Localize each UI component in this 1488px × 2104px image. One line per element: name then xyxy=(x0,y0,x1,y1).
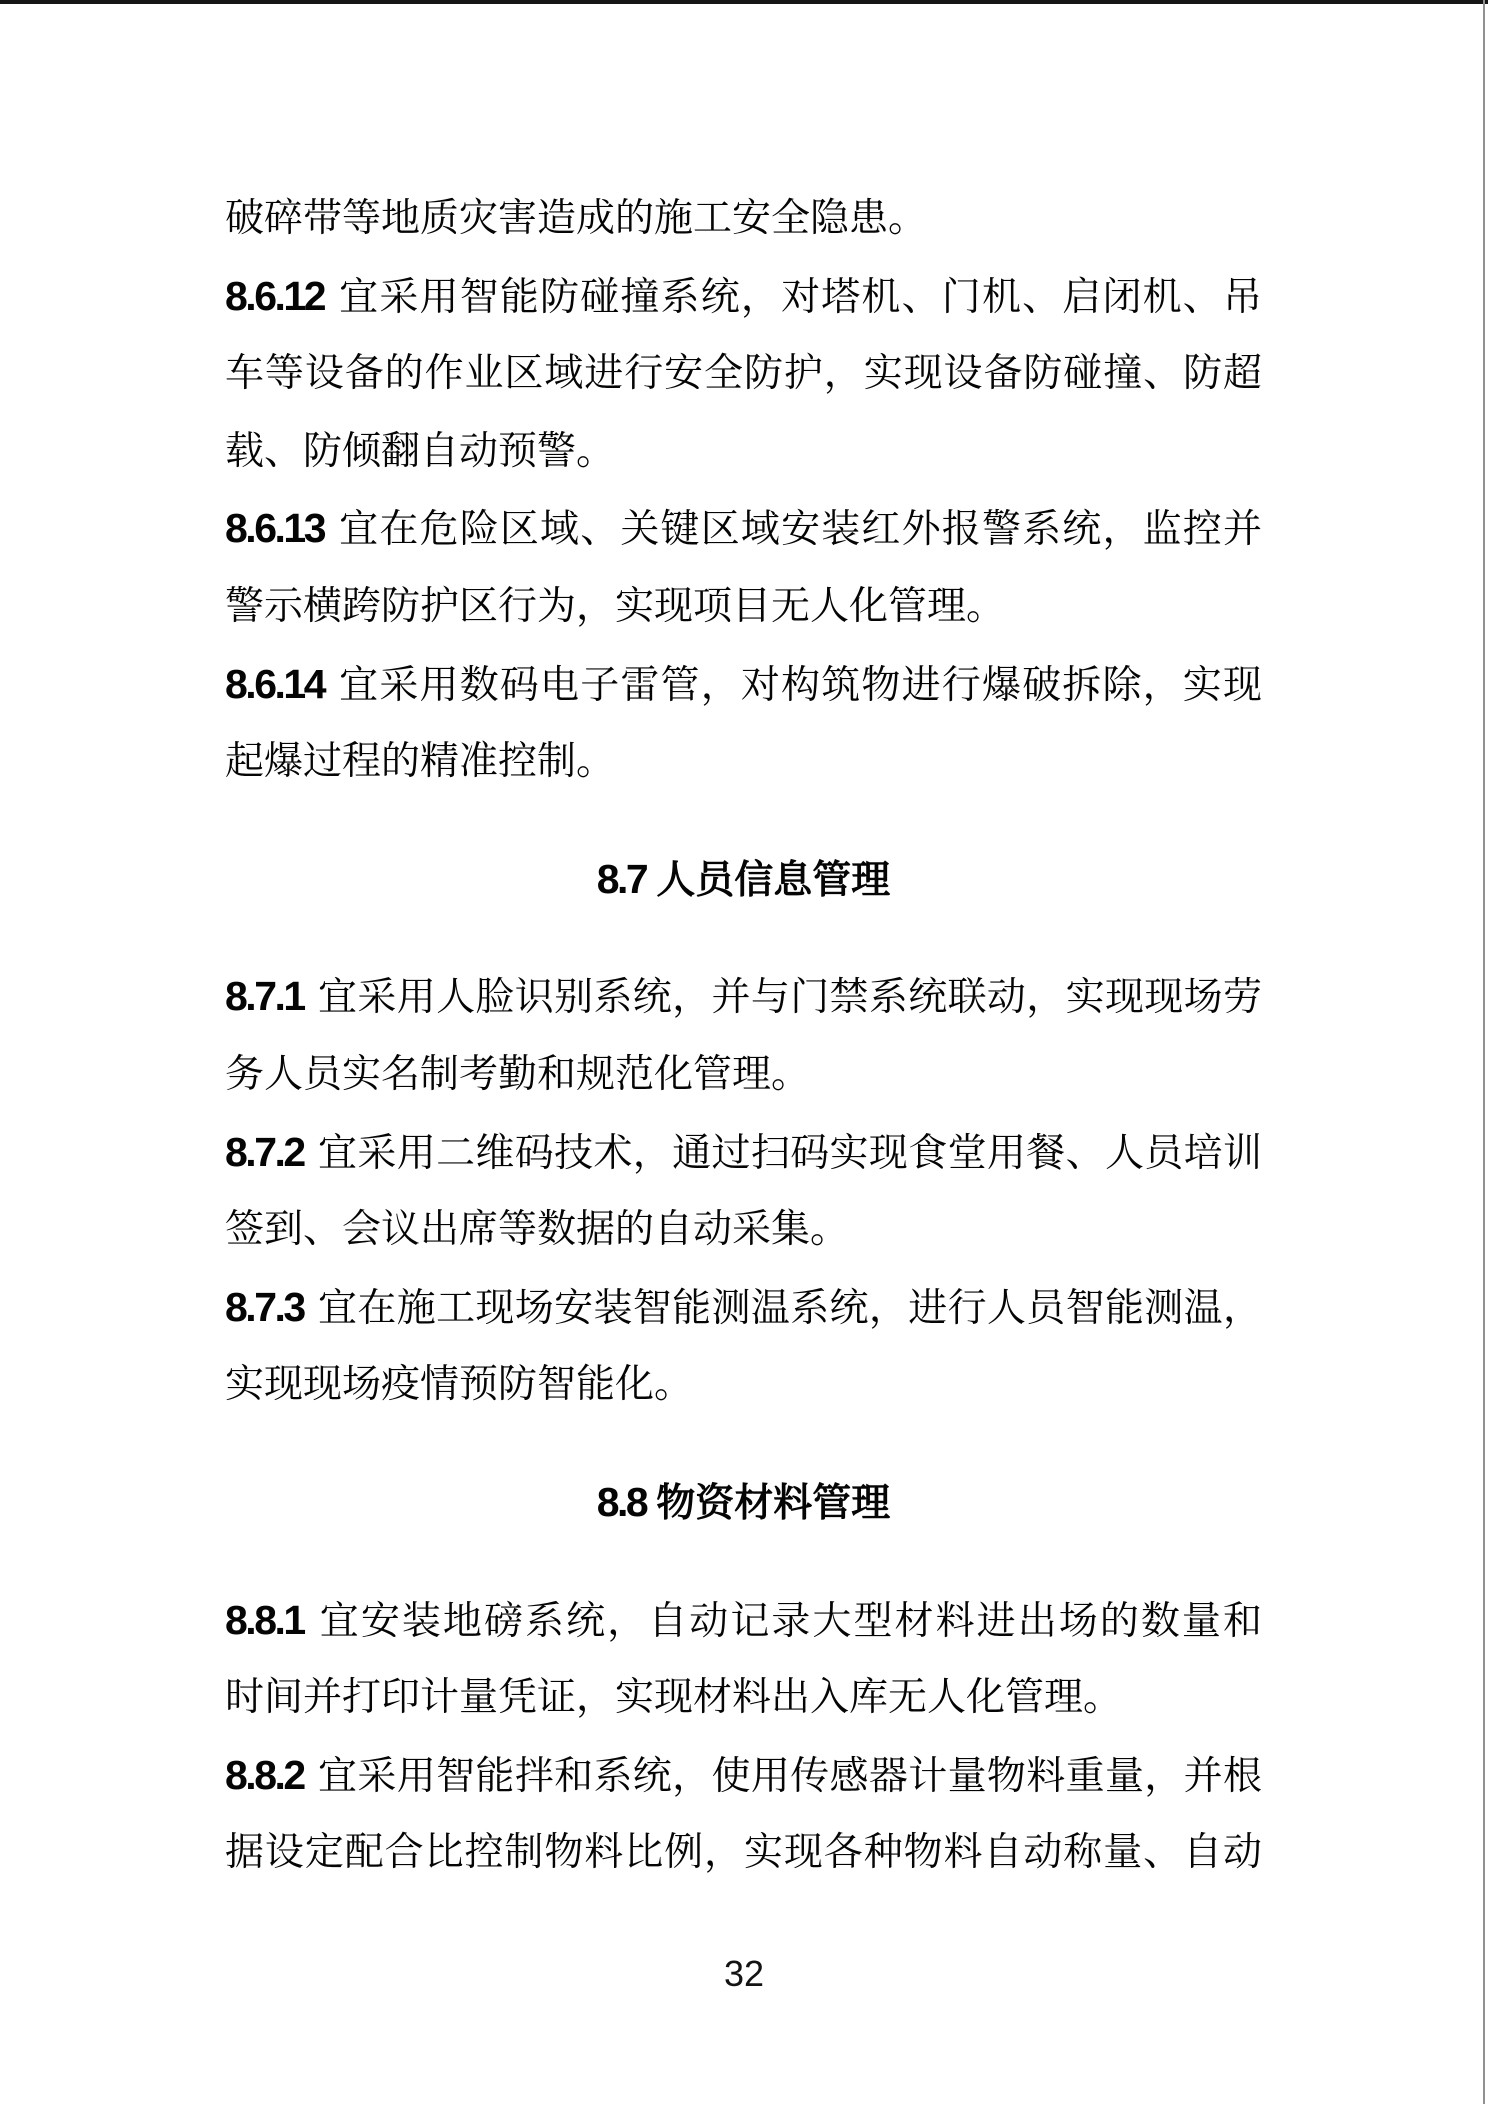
text-line xyxy=(225,1659,1262,1737)
line-text: 实现现场疫情预防智能化。 xyxy=(225,1363,694,1407)
section-heading xyxy=(225,841,1262,919)
text-line xyxy=(225,1346,1262,1424)
line-text: 宜安装地磅系统，自动记录大型材料进出场的数量和 xyxy=(317,1599,1262,1643)
line-text: 宜采用人脸识别系统，并与门禁系统联动，实现现场劳 xyxy=(317,976,1262,1020)
line-text: 宜采用数码电子雷管，对构筑物进行爆破拆除，实现 xyxy=(338,663,1262,707)
clause-number: 8.8.1 xyxy=(225,1596,304,1643)
line-text: 车等设备的作业区域进行安全防护，实现设备防碰撞、防超 xyxy=(225,352,1262,396)
line-text: 据设定配合比控制物料比例，实现各种物料自动称量、自动 xyxy=(225,1831,1262,1875)
page-number: 32 xyxy=(723,1953,765,1994)
text-line xyxy=(225,258,1262,336)
heading-title: 物资材料管理 xyxy=(656,1481,891,1525)
clause-number: 8.7.2 xyxy=(225,1128,304,1175)
text-line xyxy=(225,958,1262,1036)
line-text: 破碎带等地质灾害造成的施工安全隐患。 xyxy=(225,197,928,240)
line-text: 时间并打印计量凭证，实现材料出入库无人化管理。 xyxy=(225,1676,1123,1720)
clause-number: 8.7.1 xyxy=(225,973,304,1020)
clause-number: 8.7 xyxy=(596,855,647,902)
text-line xyxy=(225,1269,1262,1347)
heading-title: 人员信息管理 xyxy=(656,858,891,902)
line-text: 宜采用智能拌和系统，使用传感器计量物料重量，并根 xyxy=(317,1754,1262,1798)
line-text: 宜在施工现场安装智能测温系统，进行人员智能测温， xyxy=(317,1286,1262,1330)
text-line xyxy=(225,1814,1262,1892)
text-line xyxy=(225,1114,1262,1192)
clause-number: 8.6.14 xyxy=(225,660,324,707)
text-line xyxy=(225,413,1262,491)
text-line xyxy=(225,1191,1262,1269)
line-text: 警示横跨防护区行为，实现项目无人化管理。 xyxy=(225,584,1006,628)
clause-number: 8.8 xyxy=(596,1478,647,1525)
line-text: 起爆过程的精准控制。 xyxy=(225,740,616,784)
line-text: 宜采用二维码技术，通过扫码实现食堂用餐、人员培训 xyxy=(317,1131,1262,1175)
text-line xyxy=(225,723,1262,801)
line-text: 签到、会议出席等数据的自动采集。 xyxy=(225,1208,850,1252)
text-line xyxy=(225,1036,1262,1114)
text-line xyxy=(225,180,1262,258)
text-line xyxy=(225,1737,1262,1815)
clause-number: 8.6.13 xyxy=(225,505,324,552)
page-top-edge-bar xyxy=(0,0,1488,4)
text-line xyxy=(225,646,1262,724)
clause-number: 8.8.2 xyxy=(225,1751,304,1798)
text-line xyxy=(225,335,1262,413)
line-text: 宜采用智能防碰撞系统，对塔机、门机、启闭机、吊 xyxy=(338,275,1262,319)
text-line xyxy=(225,568,1262,646)
line-text: 宜在危险区域、关键区域安装红外报警系统，监控并 xyxy=(338,508,1262,552)
clause-number: 8.7.3 xyxy=(225,1283,304,1330)
text-line xyxy=(225,1582,1262,1660)
clause-number: 8.6.12 xyxy=(225,272,324,319)
section-heading xyxy=(225,1464,1262,1542)
page-right-edge-line xyxy=(1483,0,1485,2104)
text-line xyxy=(225,490,1262,568)
line-text: 务人员实名制考勤和规范化管理。 xyxy=(225,1052,811,1096)
line-text: 载、防倾翻自动预警。 xyxy=(225,429,616,473)
document-body xyxy=(225,180,1262,1892)
